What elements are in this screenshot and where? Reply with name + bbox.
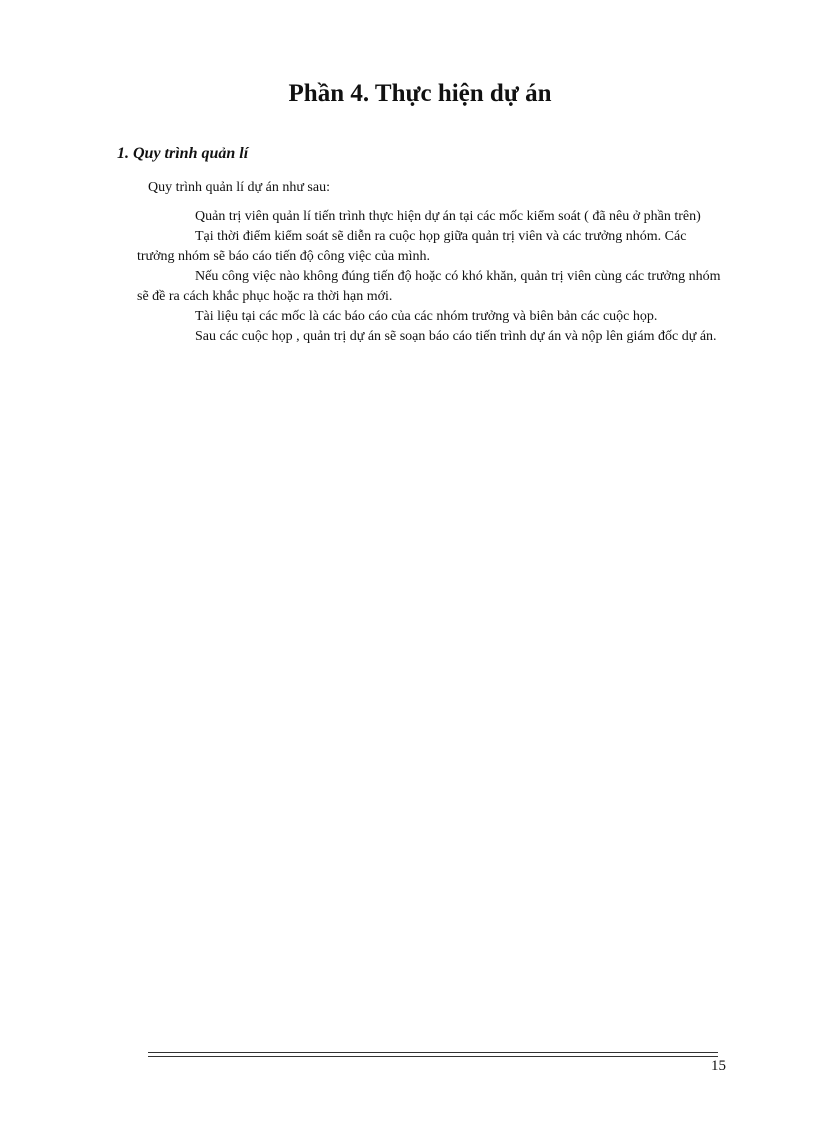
- body-paragraph: Nếu công việc nào không đúng tiến độ hoặc có khó khăn, quản trị viên cùng các trưởng nhóm sẽ đề ra cách khắc phục hoặc ra thời hạn mới.: [137, 269, 721, 304]
- body-text: [137, 207, 723, 347]
- page-number: 15: [711, 1058, 726, 1074]
- body-paragraph: Tài liệu tại các mốc là các báo cáo của các nhóm trưởng và biên bản các cuộc họp.: [195, 309, 658, 324]
- page-title: Phần 4. Thực hiện dự án: [288, 80, 552, 107]
- section-heading: 1. Quy trình quản lí: [117, 145, 249, 162]
- body-paragraph: Tại thời điểm kiểm soát sẽ diễn ra cuộc họp giữa quản trị viên và các trưởng nhóm. Các trưởng nhóm sẽ báo cáo tiến độ công việc của mình.: [137, 229, 687, 264]
- body-paragraph: Quản trị viên quản lí tiến trình thực hiện dự án tại các mốc kiểm soát ( đã nêu ở phần trên): [195, 209, 701, 224]
- intro-paragraph: Quy trình quản lí dự án như sau:: [148, 180, 330, 195]
- footer-divider: [148, 1052, 718, 1057]
- body-paragraph: Sau các cuộc họp , quản trị dự án sẽ soạn báo cáo tiến trình dự án và nộp lên giám đốc dự án.: [195, 329, 717, 344]
